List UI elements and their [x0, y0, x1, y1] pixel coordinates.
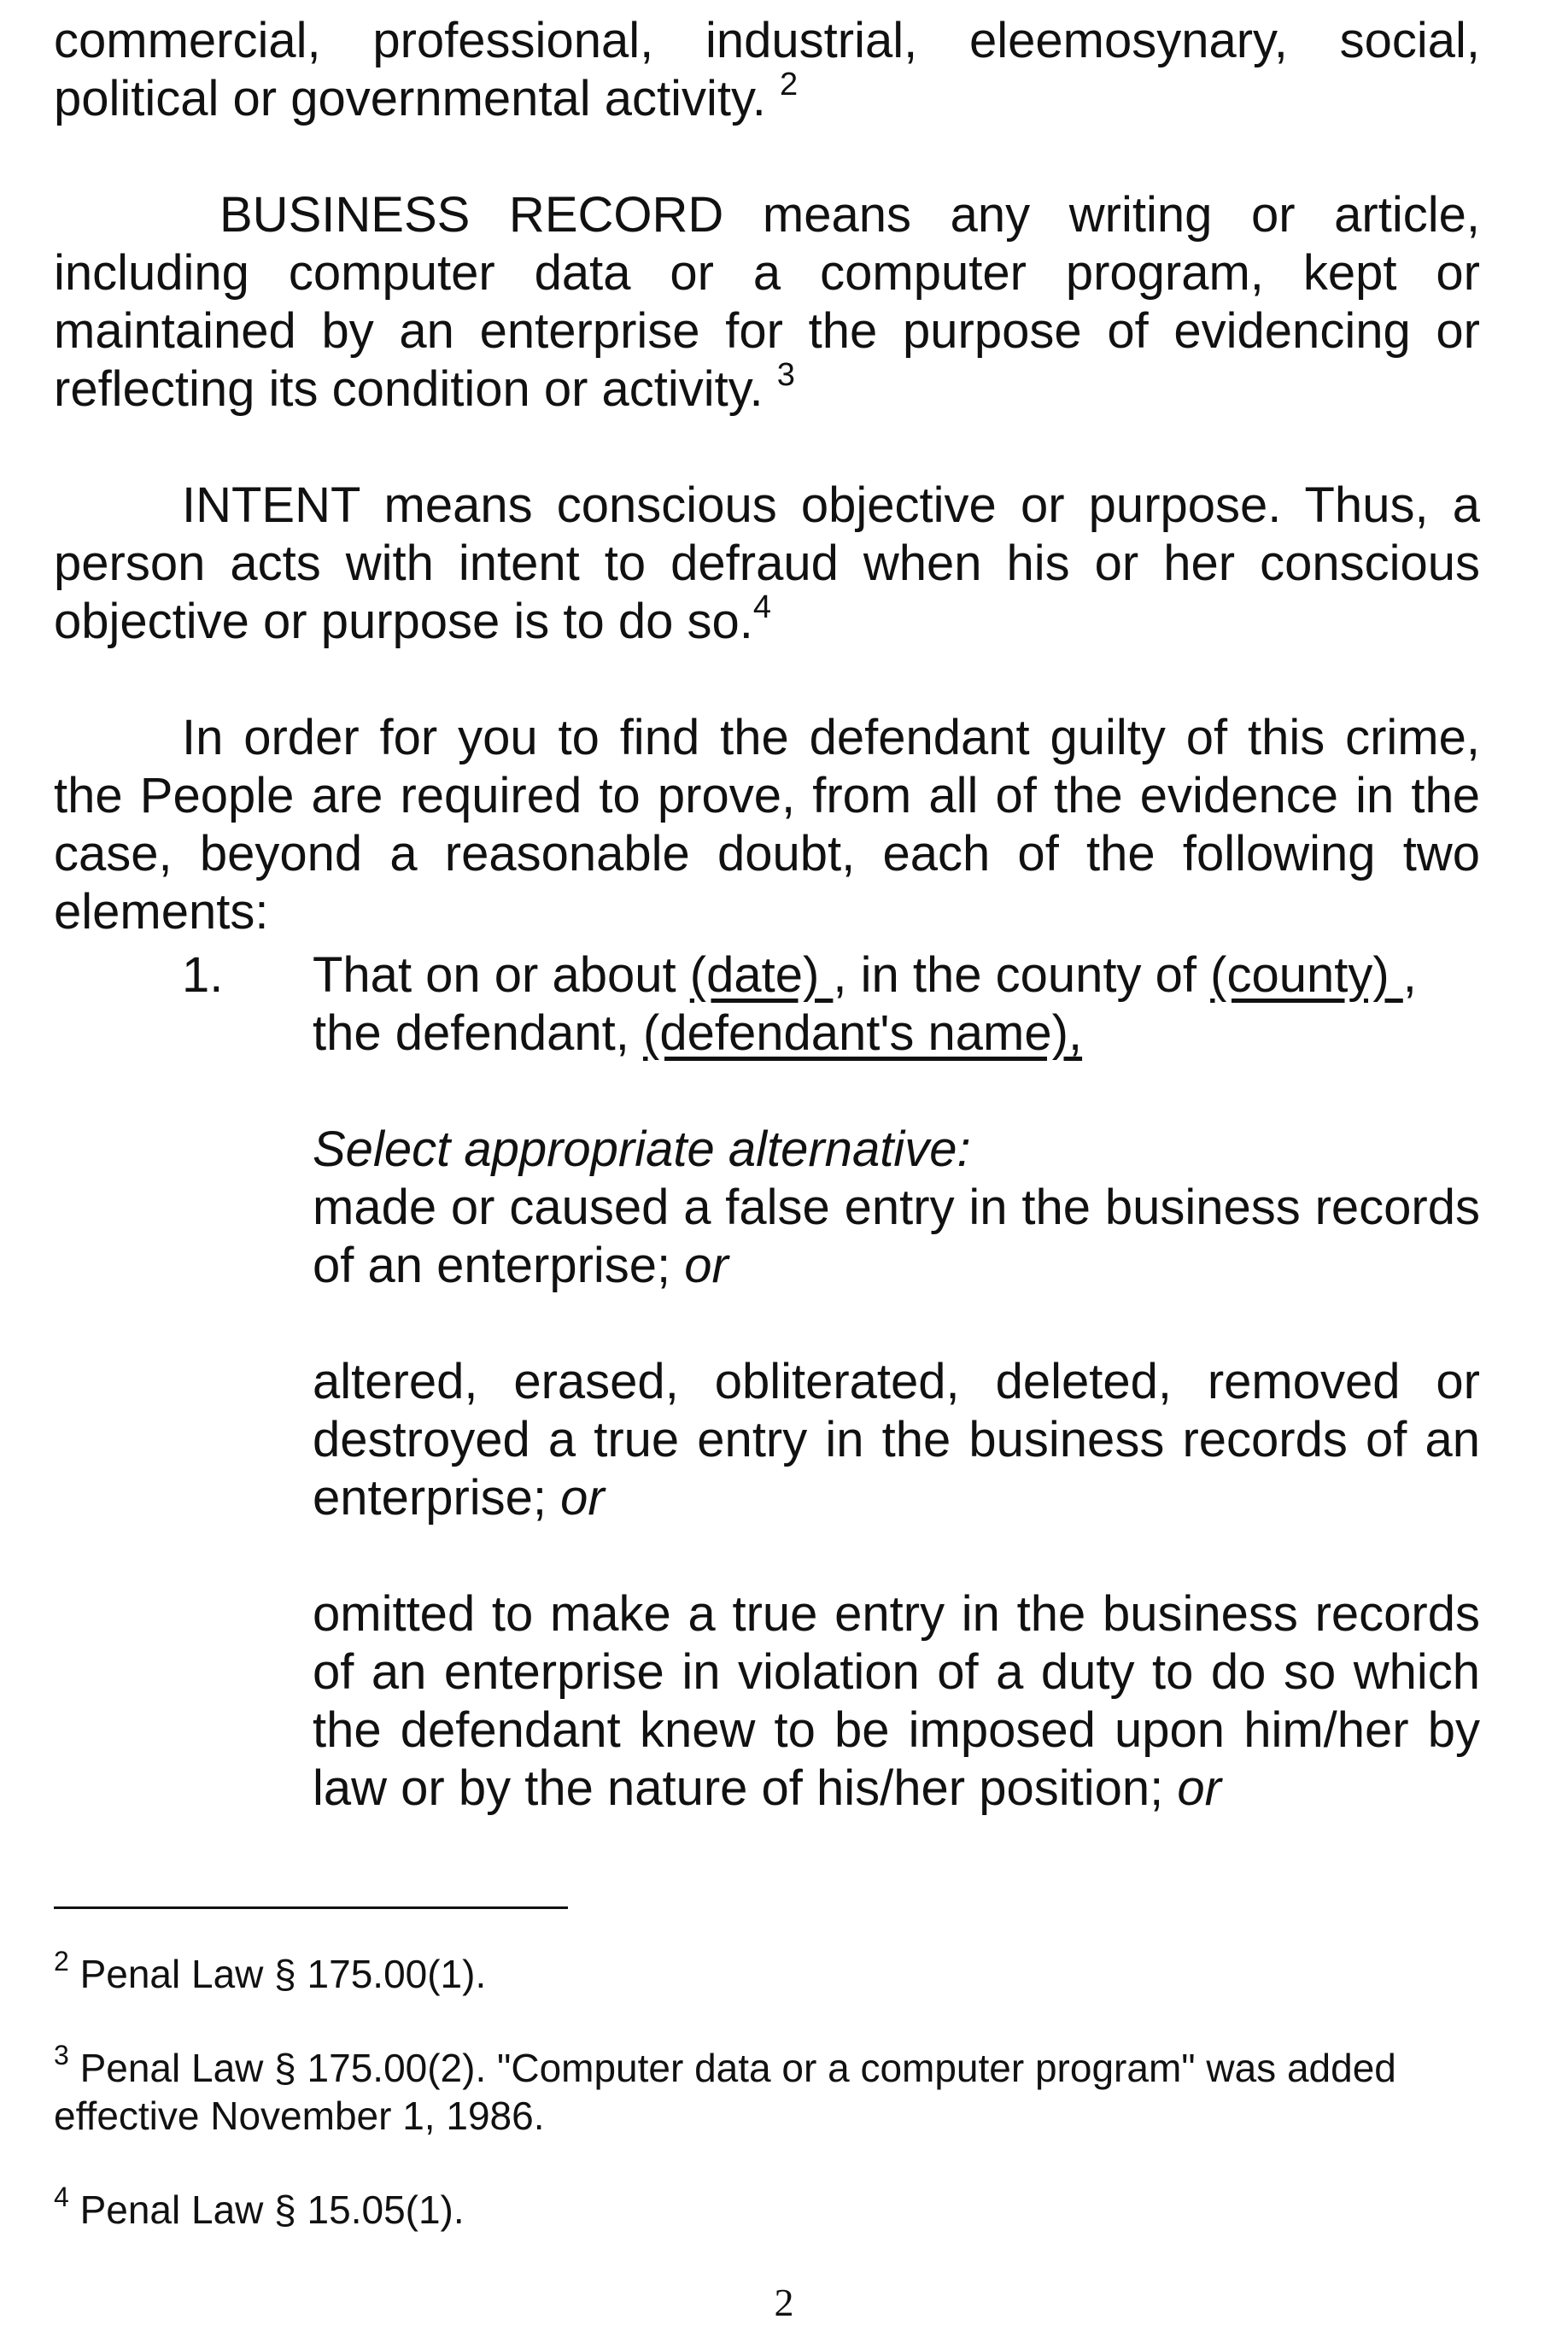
- footnote-text: Penal Law § 175.00(2). "Computer data or a computer program" was added effective November 1, 1986.: [54, 2046, 1396, 2138]
- element-number: 1.: [182, 947, 224, 1003]
- document-body: [54, 12, 1480, 1816]
- footnote-marker: 4: [54, 2182, 69, 2212]
- elements-list: [54, 946, 1480, 1818]
- element-body: [313, 946, 1480, 1818]
- element-1: [54, 946, 1480, 1818]
- footnotes: [54, 1946, 1480, 2234]
- alternative-text: omitted to make a true entry in the business records of an enterprise in violation of a duty to do so which the defendant knew to be imposed upon him/her by law or by the nature of his/her position;: [313, 1586, 1480, 1816]
- footnote-ref-3: 3: [776, 357, 795, 393]
- paragraph-text: In order for you to find the defendant guilty of this crime, the People are required to prove, from all of the evidence in the case, beyond a reasonable doubt, each of the following two elements:: [54, 710, 1480, 940]
- paragraph-text: INTENT means conscious objective or purpose. Thus, a person acts with intent to defraud when his or her conscious objective or purpose is to do so.: [54, 477, 1480, 649]
- paragraph-text: BUSINESS RECORD means any writing or article, including computer data or a computer program, kept or maintained by an enterprise for the purpose of evidencing or reflecting its condition or activity.: [54, 187, 1480, 417]
- lead-text: the defendant,: [313, 1005, 629, 1061]
- county-blank: (county): [1210, 947, 1403, 1003]
- footnote-text: Penal Law § 175.00(1).: [79, 1952, 487, 1996]
- footnote-2: [54, 1946, 1480, 1998]
- paragraph-text: commercial, professional, industrial, eleemosynary, social, political or governmental activity.: [54, 13, 1480, 126]
- paragraph-intent: [54, 477, 1480, 651]
- alternative-1: [313, 1179, 1480, 1295]
- footnote-3: [54, 2040, 1480, 2140]
- footnote-marker: 3: [54, 2040, 69, 2070]
- footnote-ref-2: 2: [779, 67, 799, 102]
- alternative-text: made or caused a false entry in the business records of an enterprise;: [313, 1180, 1480, 1293]
- footnote-separator: [54, 1906, 568, 1909]
- element-lead: [313, 946, 1480, 1063]
- lead-text: , in the county of: [833, 947, 1197, 1003]
- lead-text: That on or about: [313, 947, 676, 1003]
- alternative-3: [313, 1585, 1480, 1818]
- paragraph-activity-continuation: [54, 12, 1480, 128]
- or-label: or: [684, 1238, 728, 1293]
- date-blank: (date): [689, 947, 834, 1003]
- lead-text: ,: [1402, 947, 1417, 1003]
- alternative-text: altered, erased, obliterated, deleted, removed or destroyed a true entry in the business records of an enterprise;: [313, 1354, 1480, 1526]
- or-label: or: [560, 1470, 605, 1526]
- footnote-ref-4: 4: [752, 589, 772, 625]
- defendant-name-blank: (defendant's name),: [643, 1005, 1083, 1061]
- or-label: or: [1177, 1760, 1221, 1816]
- footnote-marker: 2: [54, 1946, 69, 1977]
- page-number: 2: [774, 2281, 794, 2324]
- select-alternative-label: Select appropriate alternative:: [313, 1122, 971, 1177]
- paragraph-elements-intro: [54, 709, 1480, 941]
- footnote-text: Penal Law § 15.05(1).: [79, 2188, 465, 2232]
- alternative-2: [313, 1353, 1480, 1527]
- paragraph-business-record: [54, 186, 1480, 419]
- footnote-4: [54, 2182, 1480, 2234]
